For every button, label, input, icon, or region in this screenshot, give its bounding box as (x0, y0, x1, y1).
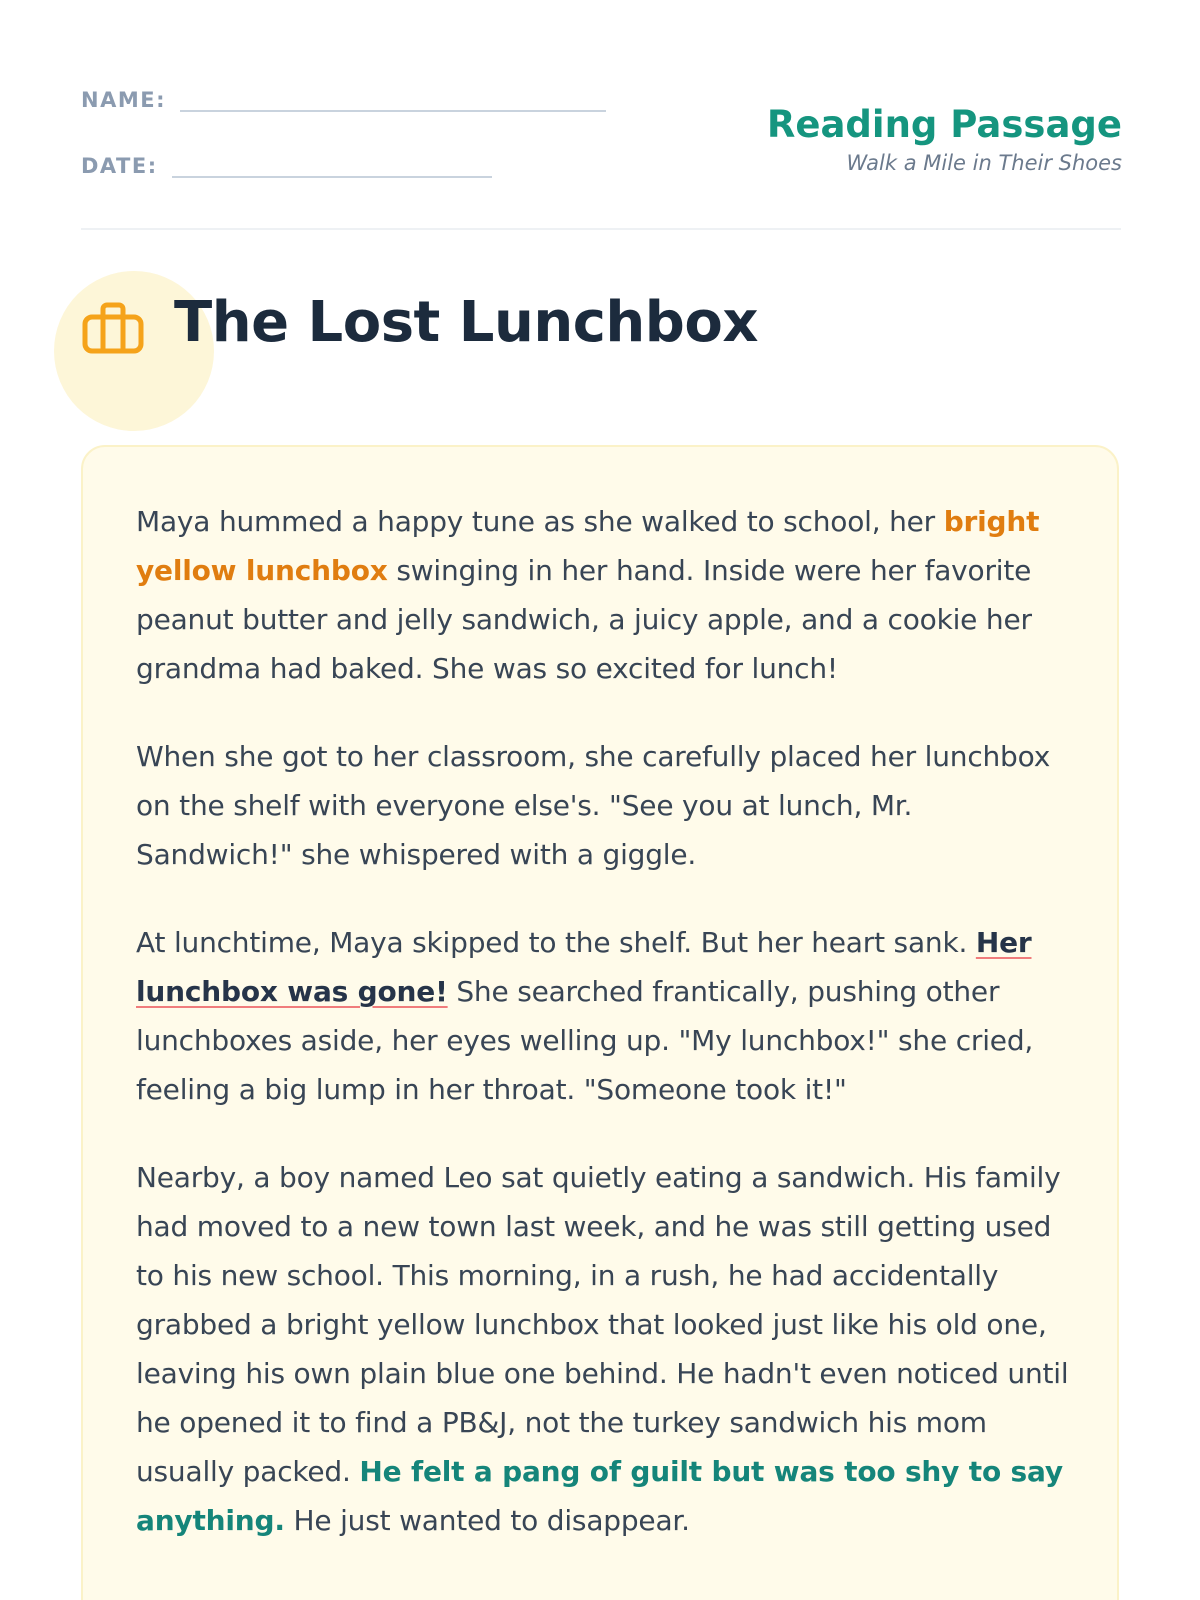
paragraph-3 (136, 918, 1071, 1114)
p1-text-a: Maya hummed a happy tune as she walked to school, her (136, 505, 944, 538)
p4-text-b: He just wanted to disappear. (284, 1504, 690, 1537)
worksheet-title: Reading Passage (766, 103, 1122, 146)
worksheet-subtitle: Walk a Mile in Their Shoes (846, 151, 1122, 175)
name-input-line[interactable] (180, 84, 606, 112)
name-field (81, 84, 606, 112)
worksheet-brand (767, 103, 1122, 175)
passage-text (136, 497, 1071, 1584)
p4-text-a: Nearby, a boy named Leo sat quietly eating a sandwich. His family had moved to a new town last week, and he was still getting used to his new school. This morning, in a rush, he had accidentally grabbed a bright yellow lunchbox that looked just like his old one, leaving his own plain blue one behind. He hadn't even noticed until he opened it to find a PB&J, not the turkey sandwich his mom usually packed. (136, 1161, 1069, 1488)
paragraph-4 (136, 1153, 1071, 1545)
p4-highlight: He felt a pang of guilt but was too shy to say anything. (136, 1455, 1063, 1537)
date-field (81, 150, 492, 178)
name-label: NAME: (81, 88, 166, 112)
story-title: The Lost Lunchbox (174, 290, 758, 355)
p3-text-a: At lunchtime, Maya skipped to the shelf. But her heart sank. (136, 926, 976, 959)
date-input-line[interactable] (172, 150, 492, 178)
lunchbox-icon (81, 297, 145, 361)
p3-highlight: Her lunchbox was gone! (136, 926, 1032, 1008)
paragraph-1 (136, 497, 1071, 693)
header-divider (81, 228, 1121, 230)
paragraph-2: When she got to her classroom, she carefully placed her lunchbox on the shelf with everyone else's. "See you at lunch, Mr. Sandwich!" she whispered with a giggle. (136, 740, 1051, 871)
p1-highlight: bright yellow lunchbox (136, 505, 1040, 587)
p1-text-b: swinging in her hand. Inside were her favorite peanut butter and jelly sandwich, a juicy apple, and a cookie her grandma had baked. She was so excited for lunch! (136, 554, 1032, 685)
date-label: DATE: (81, 154, 158, 178)
p3-text-b: She searched frantically, pushing other lunchboxes aside, her eyes welling up. "My lunchbox!" she cried, feeling a big lump in her throat. "Someone took it!" (136, 975, 1034, 1106)
